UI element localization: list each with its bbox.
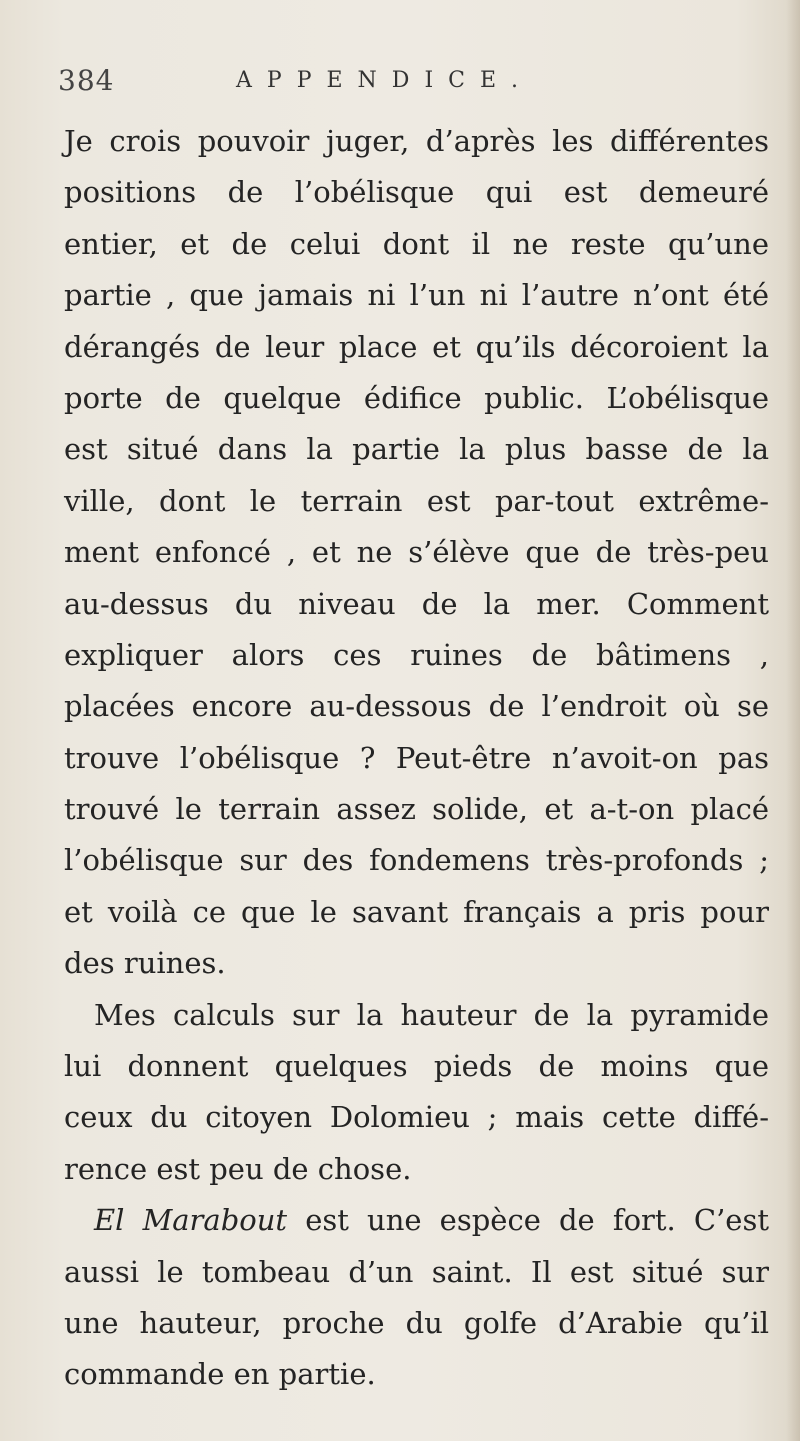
text-line: aussi le tombeau d’un saint. Il est situé sur — [64, 1254, 769, 1289]
text-line: l’obélisque sur des fondemens très-profonds ; — [64, 843, 769, 878]
text-line: entier, et de celui dont il ne reste qu’une — [64, 226, 769, 261]
text-line: expliquer alors ces ruines de bâtimens , — [64, 637, 769, 672]
text-line: rence est peu de chose. — [64, 1151, 412, 1186]
text-line: ment enfoncé , et ne s’élève que de très-peu — [64, 535, 769, 570]
page-header — [58, 64, 760, 104]
text-line: Je crois pouvoir juger, d’après les différentes — [64, 124, 769, 158]
text-line — [64, 1195, 769, 1246]
text-line: au-dessus du niveau de la mer. Comment — [64, 586, 769, 621]
text-line: lui donnent quelques pieds de moins que — [64, 1049, 769, 1084]
text-line: porte de quelque édifice public. L’obélisque — [64, 380, 769, 415]
italic-term: El Marabout — [94, 1203, 288, 1238]
text-line: ville, dont le terrain est par-tout extrême- — [64, 483, 769, 518]
running-head: APPENDICE. — [236, 68, 534, 93]
text-line: partie , que jamais ni l’un ni l’autre n’ont été — [64, 278, 769, 313]
text-line: des ruines. — [64, 946, 226, 981]
page-number: 384 — [58, 64, 115, 97]
text-line: ceux du citoyen Dolomieu ; mais cette diffé- — [64, 1100, 769, 1135]
text-line: et voilà ce que le savant français a pris pour — [64, 894, 769, 929]
text-line: une hauteur, proche du golfe d’Arabie qu’il — [64, 1305, 769, 1340]
text-line: positions de l’obélisque qui est demeuré — [64, 175, 769, 210]
text-line: commande en partie. — [64, 1357, 376, 1392]
text-line: trouve l’obélisque ? Peut-être n’avoit-on pas — [64, 740, 769, 775]
text-line: Mes calculs sur la hauteur de la pyramide — [94, 997, 769, 1032]
text-line: trouvé le terrain assez solide, et a-t-on placé — [64, 792, 769, 827]
text-line: est situé dans la partie la plus basse de la — [64, 432, 769, 467]
text-span: est une espèce de fort. C’est — [287, 1203, 770, 1238]
body-text — [64, 116, 769, 1401]
text-line: dérangés de leur place et qu’ils décoroient la — [64, 329, 769, 364]
text-line: placées encore au-dessous de l’endroit où se — [64, 689, 769, 724]
